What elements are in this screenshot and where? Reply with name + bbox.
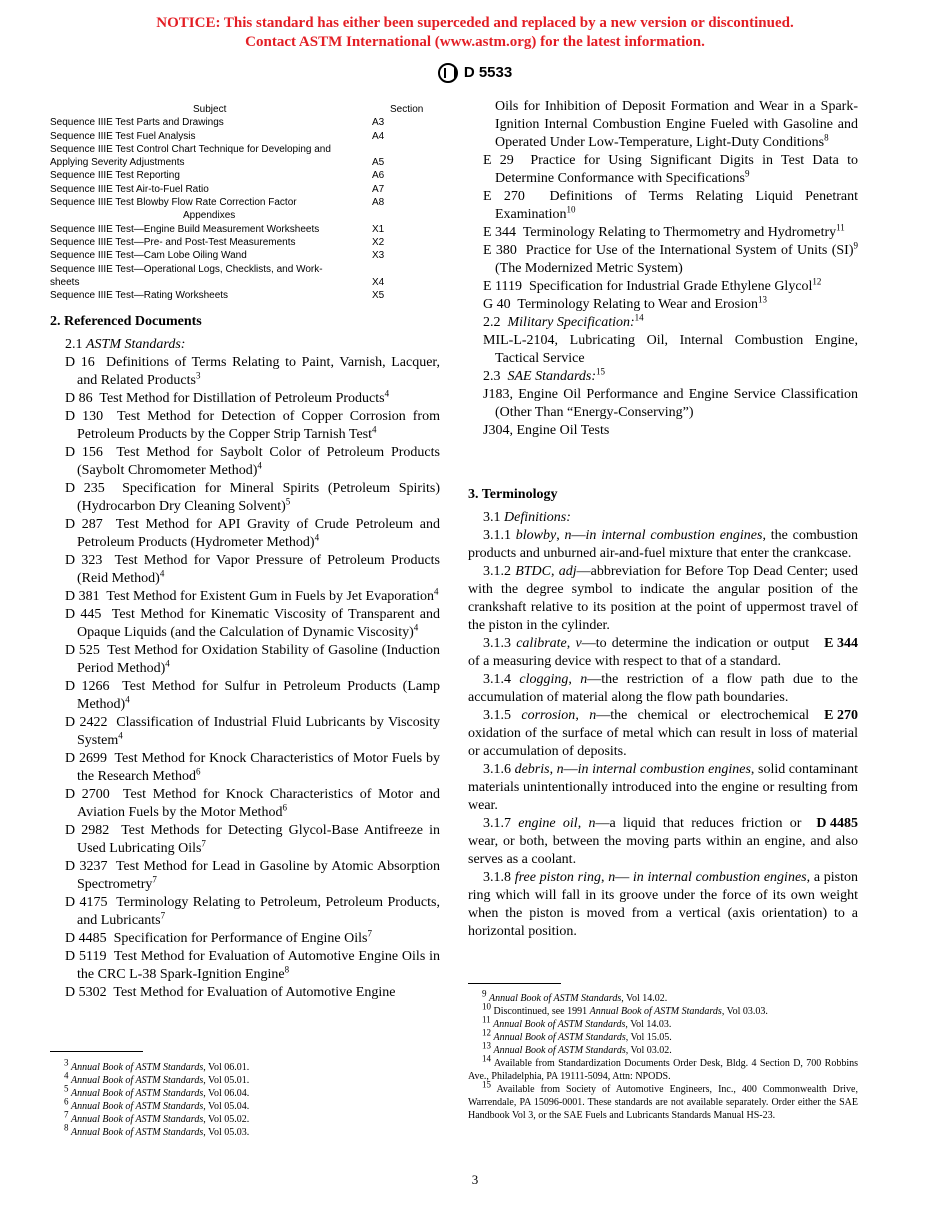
reference-title: Test Methods for Detecting Glycol-Base Antifreeze in Used Lubricating Oils [77,823,440,856]
footnote-source: Annual Book of ASTM Standards [71,1088,204,1099]
toc-section: A8 [372,197,385,209]
definition-item: 3.1.1 blowby, n—in internal combustion engines, the combustion products and unburned air-and-fuel mixture that enter the crankcase. [468,528,859,561]
reference-item [65,858,440,894]
footnote [468,1014,858,1031]
reference-code: D 2700 [65,787,110,802]
reference-title: Test Method for Saybolt Color of Petroleum Products (Saybolt Chromometer Method) [77,445,440,478]
definition-term: BTDC [515,564,552,579]
footnote-number: 10 [482,1001,491,1012]
definition-item: 3.1.4 clogging, n—the restriction of a flow path due to the accumulation of material along the flow path boundaries. [468,672,859,705]
reference-title: Classification of Industrial Fluid Lubricants by Viscosity System [77,715,440,748]
toc-row [50,116,450,129]
reference-title: Specification for Industrial Grade Ethylene Glycol [529,279,813,294]
definition-qualifier: in internal combustion engines [585,528,763,543]
toc-appendixes-label: Appendixes [183,210,236,222]
footnote-volume: , Vol 06.01. [203,1062,250,1073]
reference-code: D 4485 [65,931,107,946]
toc-table [50,103,450,302]
reference-code: D 156 [65,445,103,460]
reference-item [483,152,858,188]
reference-title: Test Method for Lead in Gasoline by Atomic Absorption Spectrometry [77,859,440,892]
definition-term: engine oil [518,816,578,831]
footnote-source: Annual Book of ASTM Standards [71,1075,204,1086]
footnote-volume: , Vol 03.02. [625,1045,672,1056]
reference-item [65,588,440,606]
sae-standard: J304, Engine Oil Tests [483,423,610,438]
reference-title: Test Method for Evaluation of Automotive Engine [113,985,396,1000]
definition-text: the restriction of a flow path due to the accumulation of material along the flow path boundaries. [468,672,859,705]
toc-subject: Sequence IIIE Test Reporting [50,170,180,182]
definition-term: corrosion [521,708,576,723]
reference-code: D 323 [65,553,103,568]
footnote-ref: 6 [282,802,287,813]
footnote-ref: 4 [413,622,419,633]
reference-code: D 445 [65,607,102,622]
reference-code: D 2699 [65,751,107,766]
footnote-ref: 13 [758,294,768,305]
footnote [468,1053,858,1083]
reference-code: D 2982 [65,823,110,838]
reference-code: E 380 [483,243,517,258]
definition-item: 3.1.6 debris, n—in internal combustion engines, solid contaminant materials unintentionally introduced into the engine or resulting from wear. [468,762,858,813]
reference-title: Test Method for Distillation of Petroleum Products [99,391,385,406]
definitions-list [468,509,858,941]
footnote-ref: 15 [596,366,606,377]
toc-row [50,130,450,143]
reference-item [65,750,440,786]
subsection-heading [483,314,858,332]
reference-title: Specification for Mineral Spirits (Petroleum Spirits) (Hydrocarbon Dry Cleaning Solvent) [77,481,440,514]
footnote [50,1083,440,1100]
reference-code: D 1266 [65,679,110,694]
footnote-number: 11 [482,1014,491,1025]
reference-item [483,224,858,242]
section-3-heading: 3. Terminology [468,487,558,502]
reference-title: Test Method for Existent Gum in Fuels by Jet Evaporation [106,589,434,604]
definition-item: E 344 3.1.3 calibrate, v—to determine the indication or output of a measuring device with respect to that of a standard. [468,636,858,669]
reference-d5302-continued [483,98,858,152]
definition-text: the chemical or electrochemical oxidation of the surface of metal which can result in loss of material or accumulation of deposits. [468,708,858,759]
definition-term: free piston ring [514,870,601,885]
footnote [50,1122,440,1139]
references-right-list [483,98,858,440]
footnote [468,1040,858,1057]
definition-text: , a piston ring which will fall in its groove under the force of its own weight when the piston is moved from a vertical (axis orientation) to a horizontal position. [468,870,858,939]
definition-pos: v [575,636,582,651]
definition-item: 3.1.2 BTDC, adj—abbreviation for Before Top Dead Center; used with the degree symbol to indicate the angular position of the crankshaft relative to its position at the point of uppermost travel of the piston in the cylinder. [468,564,859,633]
toc-subject: Sequence IIIE Test—Engine Build Measurement Worksheets [50,223,320,235]
footnote-number: 5 [64,1083,69,1094]
references-left-list [65,354,440,1002]
footnote-ref: 4 [314,532,320,543]
footnote-source: Annual Book of ASTM Standards [589,1006,722,1017]
definition-pos: n [556,762,564,777]
footnote-ref: 5 [285,496,291,507]
footnote-rule-right [468,983,561,984]
toc-row [50,196,450,209]
subsection-title: SAE Standards: [507,369,597,384]
reference-code: E 1119 [483,279,523,294]
footnote-ref: 14 [634,312,644,323]
footnote [50,1109,440,1126]
toc-section: X2 [372,236,385,248]
toc-subject-header: Subject [193,104,227,115]
definition-number: 3.1.6 [483,762,511,777]
reference-code: D 5302 [65,985,107,1000]
footnote [468,1079,858,1122]
reference-code: D 525 [65,643,100,658]
definition-item: E 270 3.1.5 corrosion, n—the chemical or electrochemical oxidation of the surface of metal which can result in loss of material or accumulation of deposits. [468,708,858,759]
reference-title: Definitions of Terms Relating to Paint, Varnish, Lacquer, and Related Products [77,355,441,388]
reference-code: D 381 [65,589,100,604]
footnote-volume: , Vol 05.03. [203,1127,250,1138]
definition-number: 3.1.4 [483,672,511,687]
footnote-ref: 8 [284,964,290,975]
footnote-number: 13 [482,1040,491,1051]
footnote-ref: 4 [118,730,123,741]
definition-term: debris [514,762,550,777]
footnote-number: 12 [482,1027,491,1038]
toc-section: A5 [372,157,385,169]
definition-pos: adj [558,564,577,579]
section-2-heading: 2. Referenced Documents [50,314,202,329]
toc-row [50,276,450,289]
reference-title: Practice for Using Significant Digits in Test Data to Determine Conformance with Specifications [495,153,858,186]
toc-row [50,183,450,196]
reference-item [65,354,440,390]
designation: D 5533 [463,63,513,81]
definition-term: blowby [515,528,557,543]
toc-subject: Applying Severity Adjustments [50,157,185,169]
footnote-source: Annual Book of ASTM Standards [489,993,622,1004]
footnote-source: Annual Book of ASTM Standards [71,1062,204,1073]
reference-title: Terminology Relating to Wear and Erosion [517,297,759,312]
footnote-source: Annual Book of ASTM Standards [71,1127,204,1138]
definition-source: E 270 [824,708,858,723]
reference-title: Test Method for Kinematic Viscosity of Transparent and Opaque Liquids (and the Calculation of Dynamic Viscosity) [77,607,440,640]
toc-row [50,289,450,302]
footnote [468,1001,858,1018]
footnote-ref: 11 [836,222,845,233]
definition-text: , the combustion products and unburned air-and-fuel mixture that enter the crankcase. [468,528,859,561]
reference-code: D 2422 [65,715,108,730]
reference-item [65,480,440,516]
definition-text: , solid contaminant materials unintentionally introduced into the engine or resulting from wear. [468,762,858,813]
reference-item [65,984,440,1002]
definition-number: 3.1.7 [483,816,511,831]
footnote-ref: 3 [195,370,201,381]
footnote-ref: 8 [824,132,829,143]
definition-pos: n [564,528,572,543]
reference-title: Test Method for API Gravity of Crude Petroleum and Petroleum Products (Hydrometer Method) [77,517,440,550]
reference-item [65,678,440,714]
footnote-ref: 4 [165,658,170,669]
footnote-ref: 4 [257,460,262,471]
subsection-number: 3.1 [483,510,501,525]
reference-item [65,606,440,642]
footnote-ref: 9 [853,240,858,251]
definition-text: to determine the indication or output of a measuring device with respect to that of a standard. [468,636,810,669]
subsection-title: ASTM Standards: [86,337,186,352]
footnote-number: 9 [482,988,487,999]
document-header [0,63,950,83]
page-number: 3 [471,1172,479,1187]
footnote-volume: , Vol 03.03. [721,1006,768,1017]
reference-title: Test Method for Knock Characteristics of Motor Fuels by the Research Method [77,751,440,784]
reference-title-cont: Oils for Inhibition of Deposit Formation and Wear in a Spark-Ignition Internal Combustion Engine Fueled with Gasoline and Operated Under Low-Temperature, Light-Duty Conditions [495,99,858,150]
toc-row [50,143,450,156]
astm-logo-icon [438,63,458,83]
toc-section: A3 [372,117,385,129]
reference-item [65,390,440,408]
reference-item [65,930,440,948]
toc-section: A6 [372,170,385,182]
reference-title: Test Method for Evaluation of Automotive Engine Oils in the CRC L-38 Spark-Ignition Engine [77,949,441,982]
reference-title: Test Method for Detection of Copper Corrosion from Petroleum Products by the Copper Strip Tarnish Test [77,409,440,442]
footnote-ref: 12 [812,276,822,287]
footnote-volume: , Vol 06.04. [203,1088,250,1099]
definition-number: 3.1.3 [483,636,511,651]
footnote-number: 6 [64,1096,69,1107]
footnote-text: Available from Society of Automotive Engineers, Inc., 400 Commonwealth Drive, Warrendale, PA 15096-0001. These standards are not available separately. Order either the SAE Handbook Vol 3, or the SAE Fuels and Lubricants Standards Manual HS-23. [468,1084,858,1121]
reference-code: D 287 [65,517,103,532]
footnote-source: Annual Book of ASTM Standards [71,1101,204,1112]
footnote-ref: 9 [744,168,750,179]
reference-item [483,188,858,224]
toc-subject: sheets [50,276,80,288]
sae-standard: J183, Engine Oil Performance and Engine Service Classification (Other Than “Energy-Conserving”) [483,387,858,420]
footnotes-left [50,1057,440,1139]
footnote-text: Available from Standardization Documents Order Desk, Bldg. 4 Section D, 700 Robbins Ave., Philadelphia, PA 19111-5094, Attn: NPODS. [468,1058,858,1082]
footnotes-right [468,988,858,1122]
footnote-ref: 10 [566,204,576,215]
subsection-3-1 [468,509,858,527]
footnote-ref: 4 [372,424,377,435]
footnote-ref: 4 [384,388,390,399]
footnote-ref: 7 [160,910,166,921]
reference-code: D 3237 [65,859,108,874]
footnote-ref: 4 [159,568,165,579]
toc-section: X4 [372,276,385,288]
notice-line-2: Contact ASTM International (www.astm.org) for the latest information. [245,34,705,50]
footnote-volume: , Vol 05.04. [203,1101,250,1112]
reference-item [65,552,440,588]
reference-code: E 344 [483,225,517,240]
definition-term: clogging [519,672,569,687]
toc-row [50,236,450,249]
reference-item [65,408,440,444]
definition-text: a liquid that reduces friction or wear, or both, between the moving parts within an engine, and also serves as a coolant. [468,816,858,867]
footnote-number: 4 [64,1070,69,1081]
toc-subject: Sequence IIIE Test Fuel Analysis [50,130,196,142]
reference-item [65,714,440,750]
toc-section: X5 [372,290,385,302]
toc-subject: Sequence IIIE Test—Cam Lobe Oiling Wand [50,250,247,262]
definition-item: 3.1.8 free piston ring, n— in internal combustion engines, a piston ring which will fall in its groove under the force of its own weight when the piston is moved from a vertical (axis orientation) to a horizontal position. [468,870,858,939]
toc-section: A4 [372,130,385,142]
definition-source: D 4485 [816,816,858,831]
footnote-source: Annual Book of ASTM Standards [493,1019,626,1030]
reference-item [65,444,440,480]
footnote-volume: , Vol 14.02. [621,993,668,1004]
subsection-number: 2.3 [483,369,501,384]
toc-subject: Sequence IIIE Test Parts and Drawings [50,117,224,129]
reference-title: Test Method for Oxidation Stability of Gasoline (Induction Period Method) [77,643,440,676]
footnote-ref: 7 [152,874,157,885]
footnote-number: 15 [482,1079,491,1090]
reference-title: Test Method for Sulfur in Petroleum Products (Lamp Method) [77,679,440,712]
toc-subject: Sequence IIIE Test Control Chart Technique for Developing and [50,143,331,155]
toc-subject: Sequence IIIE Test Blowby Flow Rate Correction Factor [50,197,297,209]
reference-title: Definitions of Terms Relating Liquid Penetrant Examination [495,189,859,222]
reference-item [65,786,440,822]
footnote-volume: , Vol 14.03. [625,1019,672,1030]
footnote-ref: 4 [125,694,130,705]
military-spec: MIL-L-2104, Lubricating Oil, Internal Combustion Engine, Tactical Service [483,333,858,366]
reference-code: D 5119 [65,949,107,964]
toc-section: A7 [372,183,385,195]
reference-title: Terminology Relating to Thermometry and Hydrometry [522,225,837,240]
reference-title: Test Method for Knock Characteristics of Motor and Aviation Fuels by the Motor Method [77,787,441,820]
definition-qualifier: in internal combustion engines [577,762,751,777]
footnote [468,988,858,1005]
footnote-number: 8 [64,1122,69,1133]
footnote-volume: , Vol 15.05. [625,1032,672,1043]
reference-code: D 235 [65,481,105,496]
definition-number: 3.1.1 [483,528,511,543]
reference-item [65,516,440,552]
reference-item [65,894,440,930]
reference-code: G 40 [483,297,511,312]
reference-item [483,296,858,314]
toc-row [50,263,450,276]
reference-code: D 4175 [65,895,108,910]
reference-item [65,948,440,984]
definition-text: abbreviation for Before Top Dead Center; used with the degree symbol to indicate the angular position of the crankshaft relative to its position at the point of uppermost travel of the piston in the cylinder. [468,564,859,633]
reference-title: Practice for Use of the International System of Units (SI) [525,243,854,258]
toc-section: X3 [372,250,385,262]
subsection-number: 2.2 [483,315,501,330]
toc-row [50,169,450,182]
definition-number: 3.1.5 [483,708,511,723]
footnote-source: Annual Book of ASTM Standards [493,1045,626,1056]
footnote-ref: 6 [195,766,201,777]
subsection-2-1 [65,336,440,354]
reference-title: Specification for Performance of Engine Oils [113,931,368,946]
toc-row [50,223,450,236]
toc-section: X1 [372,223,385,235]
subsection-number: 2.1 [65,337,83,352]
toc-subject: Sequence IIIE Test—Pre- and Post-Test Measurements [50,236,296,248]
toc-subject: Sequence IIIE Test—Rating Worksheets [50,290,229,302]
definition-pos: n [589,708,597,723]
toc-section-header: Section [390,104,424,115]
subsection-title: Military Specification: [507,315,635,330]
definition-number: 3.1.2 [483,564,511,579]
reference-title: Test Method for Vapor Pressure of Petroleum Products (Reid Method) [77,553,440,586]
definition-item: D 4485 3.1.7 engine oil, n—a liquid that reduces friction or wear, or both, between the moving parts within an engine, and also serves as a coolant. [468,816,858,867]
footnote-text: Discontinued, see 1991 [493,1006,590,1017]
definition-qualifier: in internal combustion engines [629,870,807,885]
reference-code: D 130 [65,409,104,424]
notice-line-1: NOTICE: This standard has either been superceded and replaced by a new version or discontinued. [156,15,794,31]
reference-title-cont: (The Modernized Metric System) [495,261,683,276]
subsection-title: Definitions: [504,510,571,525]
toc-subject: Sequence IIIE Test—Operational Logs, Checklists, and Work- [50,263,323,275]
reference-item [65,822,440,858]
footnote-number: 7 [64,1109,69,1120]
footnote-volume: , Vol 05.02. [203,1114,250,1125]
subsection-heading [483,368,858,386]
reference-item [65,642,440,678]
reference-code: D 16 [65,355,95,370]
reference-code: D 86 [65,391,93,406]
footnote-source: Annual Book of ASTM Standards [71,1114,204,1125]
footnote-source: Annual Book of ASTM Standards [493,1032,626,1043]
footnote [50,1057,440,1074]
definition-source: E 344 [824,636,858,651]
reference-code: E 270 [483,189,525,204]
reference-code: E 29 [483,153,514,168]
definition-pos: n [608,870,616,885]
toc-row [50,249,450,262]
footnote-number: 14 [482,1053,491,1064]
toc-subject: Sequence IIIE Test Air-to-Fuel Ratio [50,183,209,195]
footnote [50,1096,440,1113]
reference-item [483,242,858,278]
toc-row [50,156,450,169]
footnote-ref: 7 [201,838,206,849]
footnote-ref: 7 [367,928,372,939]
footnote-number: 3 [64,1057,69,1068]
definition-pos: n [580,672,588,687]
footnote [50,1070,440,1087]
footnote-ref: 4 [433,586,439,597]
footnote-volume: , Vol 05.01. [203,1075,250,1086]
definition-pos: n [588,816,596,831]
definition-term: calibrate [516,636,567,651]
reference-item [483,278,858,296]
footnote-rule-left [50,1051,143,1052]
footnote [468,1027,858,1044]
definition-number: 3.1.8 [483,870,511,885]
reference-title: Terminology Relating to Petroleum, Petroleum Products, and Lubricants [77,895,440,928]
